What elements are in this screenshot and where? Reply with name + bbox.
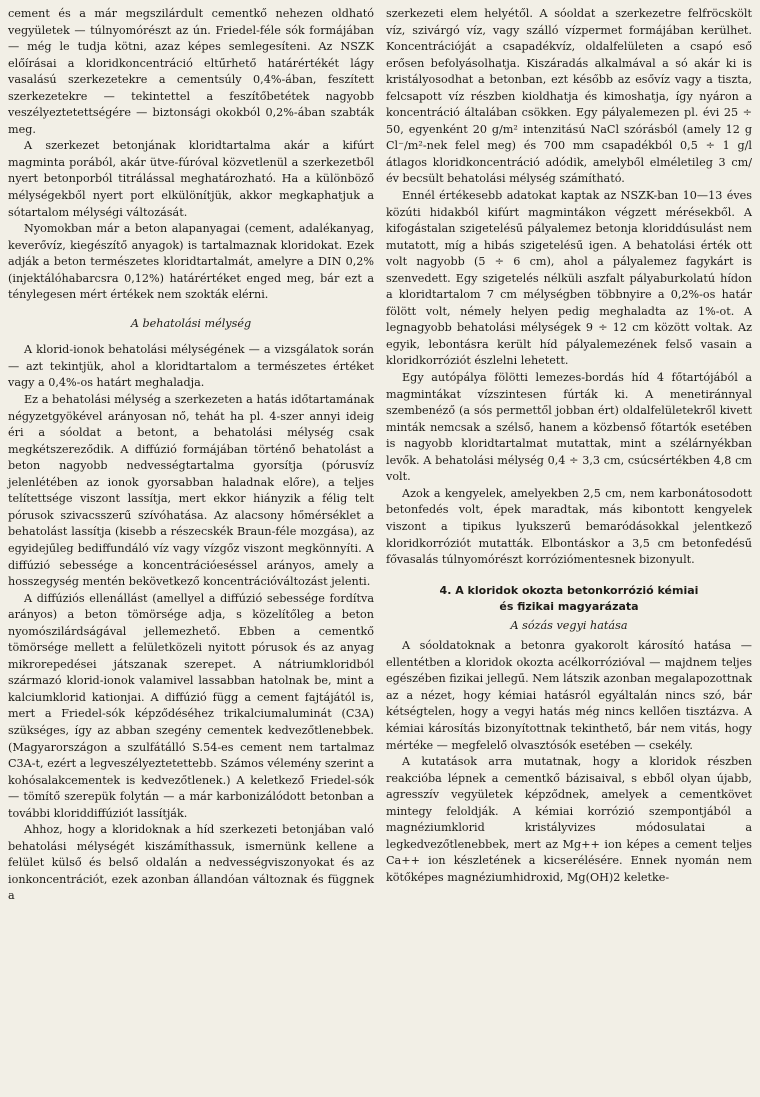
paragraph: A sóoldatoknak a betonra gyakorolt károsító hatása — ellentétben a kloridok okozta acélkorrózióval — majdnem teljes egészében fizikai jellegű. Nem látszik azonban megalapozottnak az a nézet, hogy kémiai hatásról egyáltalán nincs szó, bár kétségtelen, hogy a vegyi hatás még nincs kellően tisztázva. A kémiai károsítás bizonyítottnak tekinthető, bár nem vitás, hogy mértéke — megfelelő olvasztósók esetében — csekély. [386,639,752,752]
subsection-heading: A sózás vegyi hatása [510,618,628,632]
paragraph: Nyomokban már a beton alapanyagai (cement, adalékanyag, keverővíz, kiegészítő anyagok) is tartalmaznak kloridokat. Ezek adják a beton természetes kloridtartalmát, amelyre a DIN 0,2% (injektálóhabarcsra 0,12%) határértéket enged meg, bár ezt a ténylegesen mért értékek nem szokták elérni. [8,222,374,302]
paragraph: cement és a már megszilárdult cementkő nehezen oldható vegyületek — túlnyomórészt az ún. Friedel-féle sók formájában — még le tudja kötni, azaz képes semlegesíteni. Az NSZK előírásai a kloridkoncentráció eltűrhető határértékét lágy vasalású szerkezetekre a cementsúly 0,4%-ában, feszített szerkezetekre — tekintettel a feszítőbetétek nagyobb veszélyeztetettségére — biztonsági okokból 0,2%-ában szabták meg. [8,7,374,136]
two-column-body [8,6,752,905]
paragraph: Azok a kengyelek, amelyekben 2,5 cm, nem karbonátosodott betonfedés volt, épek maradtak, más kibontott kengyelek viszont a tipikus lyukszerű bemaródásokkal jelentkező kloridkorróziót mutatták. Elbontáskor a 3,5 cm betonfedésű fővasalás túlnyomórészt korróziómentesnek bizonyult. [386,486,752,567]
chapter-heading-line: és fizikai magyarázata [499,600,639,614]
paragraph: A klorid-ionok behatolási mélységének — a vizsgálatok során — azt tekintjük, ahol a kloridtartalom a természetes értéket vagy a 0,4%-os határt meghaladja. [8,343,374,390]
paragraph: A szerkezet betonjának kloridtartalma akár a kifúrt magminta porából, akár ütve-fúróval közvetlenül a szerkezetből nyert betonporból titrálással meghatározható. Ha a különböző mélységekből nyert port elkülönítjük, akkor megkaphatjuk a sótartalom mélységi változását. [8,139,374,219]
chapter-heading [386,583,752,616]
paragraph: Ennél értékesebb adatokat kaptak az NSZK-ban 10—13 éves közúti hidakból kifúrt magmintákon végzett mérésekből. A kifogástalan szigetelésű pályalemez betonja kloriddúsulást nem mutatott, míg a hibás szigetelésű igen. A behatolási érték ott volt nagyobb (5 ÷ 6 cm), ahol a pályalemez fagykárt is szenvedett. Egy szigetelés nélküli aszfalt pályaburkolatú hídon a kloridtartalom 7 cm mélységben többnyire a 0,2%-os határ fölött volt, némely helyen pedig meghaladta az 1%-ot. A legnagyobb behatolási mélységek 9 ÷ 12 cm között voltak. Az egyik, lebontásra került híd pályalemezének felső vasain a kloridkorróziót észlelni lehetett. [386,189,752,368]
chapter-heading-line: 4. A kloridok okozta betonkorrózió kémiai [439,583,699,597]
left-column [8,6,374,905]
paragraph: A diffúziós ellenállást (amellyel a diffúzió sebessége fordítva arányos) a beton tömörsége adja, s közelítőleg a beton nyomószilárdságával jellemezhető. Ebben a cementkő tömörsége mellett a felületközeli nyitott pórusok és az anyag mikrorepedései játszanak szerepet. A nátriumkloridból származó klorid-ionok valamivel lassabban hatolnak be, mint a kalciumklorid kationjai. A diffúzió függ a cement fajtájától is, mert a Friedel-sók képződéséhez trikalciumaluminát (C3A) szükséges, így az abban szegény cementek kedvezőtlenebbek. (Magyarországon a szulfátálló S.54-es cement nem tartalmaz C3A-t, ezért a legveszélyeztetettebb. Számos vélemény szerint a kohósalakcementek is kedvezőtlenek.) A keletkező Friedel-sók — tömítő szerepük folytán — a már karbonizálódott betonban a további kloriddiffúziót lassítják. [8,591,374,820]
paragraph: szerkezeti elem helyétől. A sóoldat a szerkezetre felfröcskölt víz, szivárgó víz, vagy szálló vízpermet formájában kerülhet. Koncentrációját a csapadékvíz, oldalfelületen a csapó eső erősen befolyásolhatja. Kiszáradás alkalmával a só akár ki is kristályosodhat a betonban, ezt később az esővíz vagy a tiszta, felcsapott víz részben kioldhatja és kimoshatja, így nyáron a koncentráció általában csökken. Egy pályalemezen pl. évi 25 ÷ 50, egyenként 20 g/m² intenzitású NaCl szórásból (amely 12 g Cl⁻/m²-nek felel meg) és 700 mm csapadékból 0,5 ÷ 1 g/l átlagos kloridkoncentráció adódik, amelyből elméletileg 3 cm/év becsült behatolási mélység számítható. [386,7,752,186]
paragraph: Ez a behatolási mélység a szerkezeten a hatás időtartamának négyzetgyökével arányosan nő, tehát ha pl. 4-szer annyi ideig éri a sóoldat a betont, a behatolási mélység csak megkétszereződik. A diffúzió formájában történő behatolást a beton nagyobb nedvességtartalma gyorsítja (pórusvíz jelenlétében az ionok gyorsabban haladnak előre), a teljes telítettsége viszont lassítja, mert ekkor hiányzik a félig telt pórusok szivacsszerű szívóhatása. Az alacsony hőmérséklet a behatolást lassítja (kisebb a részecskék Braun-féle mozgása), az egyidejűleg bediffundáló víz vagy vízgőz viszont megkönnyíti. A diffúzió sebessége a koncentrációeséssel arányos, amely a hosszegység mentén bekövetkező koncentrációváltozást jelenti. [8,393,374,589]
right-column [386,6,752,905]
section-heading: A behatolási mélység [130,316,252,330]
paragraph: Ahhoz, hogy a kloridoknak a híd szerkezeti betonjában való behatolási mélységét kiszámíthassuk, ismernünk kellene a felület külső és belső oldalán a nedvességviszonyokat és az ionkoncentrációt, ezek azonban állandóan változnak és függnek a [8,823,374,903]
paragraph: Egy autópálya fölötti lemezes-bordás híd 4 főtartójából a magmintákat vízszintesen fúrták ki. A menetiránnyal szembenéző (a sós permettől jobban ért) oldalfelületekről kivett minták nemcsak a szélső, hanem a közbenső főtartók esetében is nagyobb kloridtartalmat mutattak, mint a szélárnyékban levők. A behatolási mélység 0,4 ÷ 3,3 cm, csúcsértékben 4,8 cm volt. [386,371,752,484]
paragraph: A kutatások arra mutatnak, hogy a kloridok részben reakcióba lépnek a cementkő bázisaival, s ebből olyan újabb, agresszív vegyületek képződnek, amelyek a cementkövet mintegy feloldják. A kémiai korrózió szempontjából a magnéziumklorid kristályvizes módosulatai a legkedvezőtlenebbek, mert az Mg++ ion képes a cement teljes Ca++ ion készletének a kicserélésére. Ennek nyomán nem kötőképes magnéziumhidroxid, Mg(OH)2 keletke- [386,755,752,884]
